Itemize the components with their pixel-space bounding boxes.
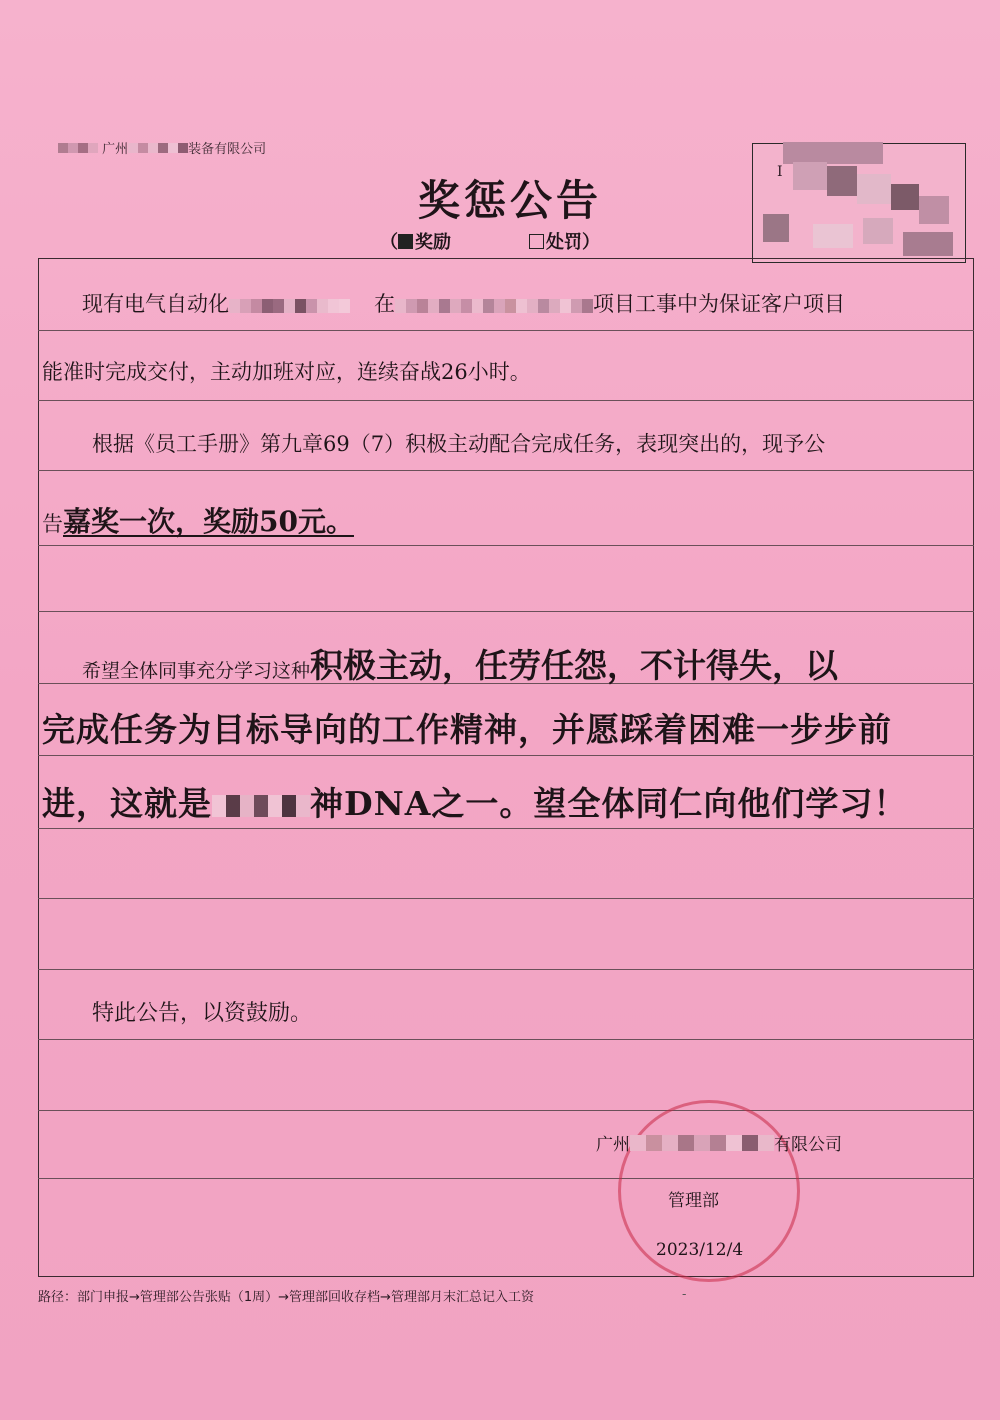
approval-route: 路径：部门申报→管理部公告张贴（1周）→管理部回收存档→管理部月末汇总记入工资 [38,1290,534,1305]
penalty-checkbox[interactable] [529,234,544,249]
signature-department: 管理部 [668,1191,719,1211]
redaction-mosaic [630,1135,774,1156]
ruled-line [38,1039,974,1040]
ruled-line [38,470,974,471]
body-line-2: 能准时完成交付，主动加班对应，连续奋战26小时。 [42,360,531,384]
ruled-line [38,400,974,401]
reward-amount-highlight: 嘉奖一次，奖励50元。 [63,505,354,538]
redaction-mosaic [58,142,98,157]
reward-checkbox[interactable] [398,234,413,249]
notice-type-selector: （ 奖励 处罚） [380,232,600,253]
ruled-line [38,545,974,546]
ruled-line [38,898,974,899]
company-name-header: 广州 装备有限公司 [58,138,266,157]
body-line-4: 告嘉奖一次，奖励50元。 [42,505,354,538]
body-line-6: 完成任务为目标导向的工作精神，并愿踩着困难一步步前 [42,710,892,749]
redacted-approval-box: I [752,143,966,263]
reward-label: 奖励 [415,232,451,253]
redaction-mosaic [229,294,350,318]
ruled-line [38,755,974,756]
ruled-line [38,611,974,612]
redaction-mosaic [212,786,310,825]
body-line-3: 根据《员工手册》第九章69（7）积极主动配合完成任务，表现突出的，现予公 [92,432,826,456]
redaction-mosaic [128,142,188,157]
body-line-5: 希望全体同事充分学习这种积极主动，任劳任怨，不计得失，以 [82,646,839,685]
notice-content-frame [38,258,974,1277]
footer-dash: - [682,1287,687,1302]
body-line-8: 特此公告，以资鼓励。 [92,1001,313,1026]
body-line-7: 进，这就是 神DNA之一。望全体同仁向他们学习！ [42,784,908,823]
body-line-1: 现有电气自动化 在 项目工事中为保证客户项目 [82,292,845,316]
signature-company: 广州 有限公司 [596,1135,842,1155]
redaction-mosaic [395,294,593,318]
penalty-label: 处罚 [546,232,582,253]
ruled-line [38,330,974,331]
notice-title: 奖惩公告 [417,176,602,225]
ruled-line [38,969,974,970]
ruled-line [38,828,974,829]
ruled-line [38,1178,974,1179]
ruled-line [38,1110,974,1111]
signature-date: 2023/12/4 [656,1240,744,1260]
